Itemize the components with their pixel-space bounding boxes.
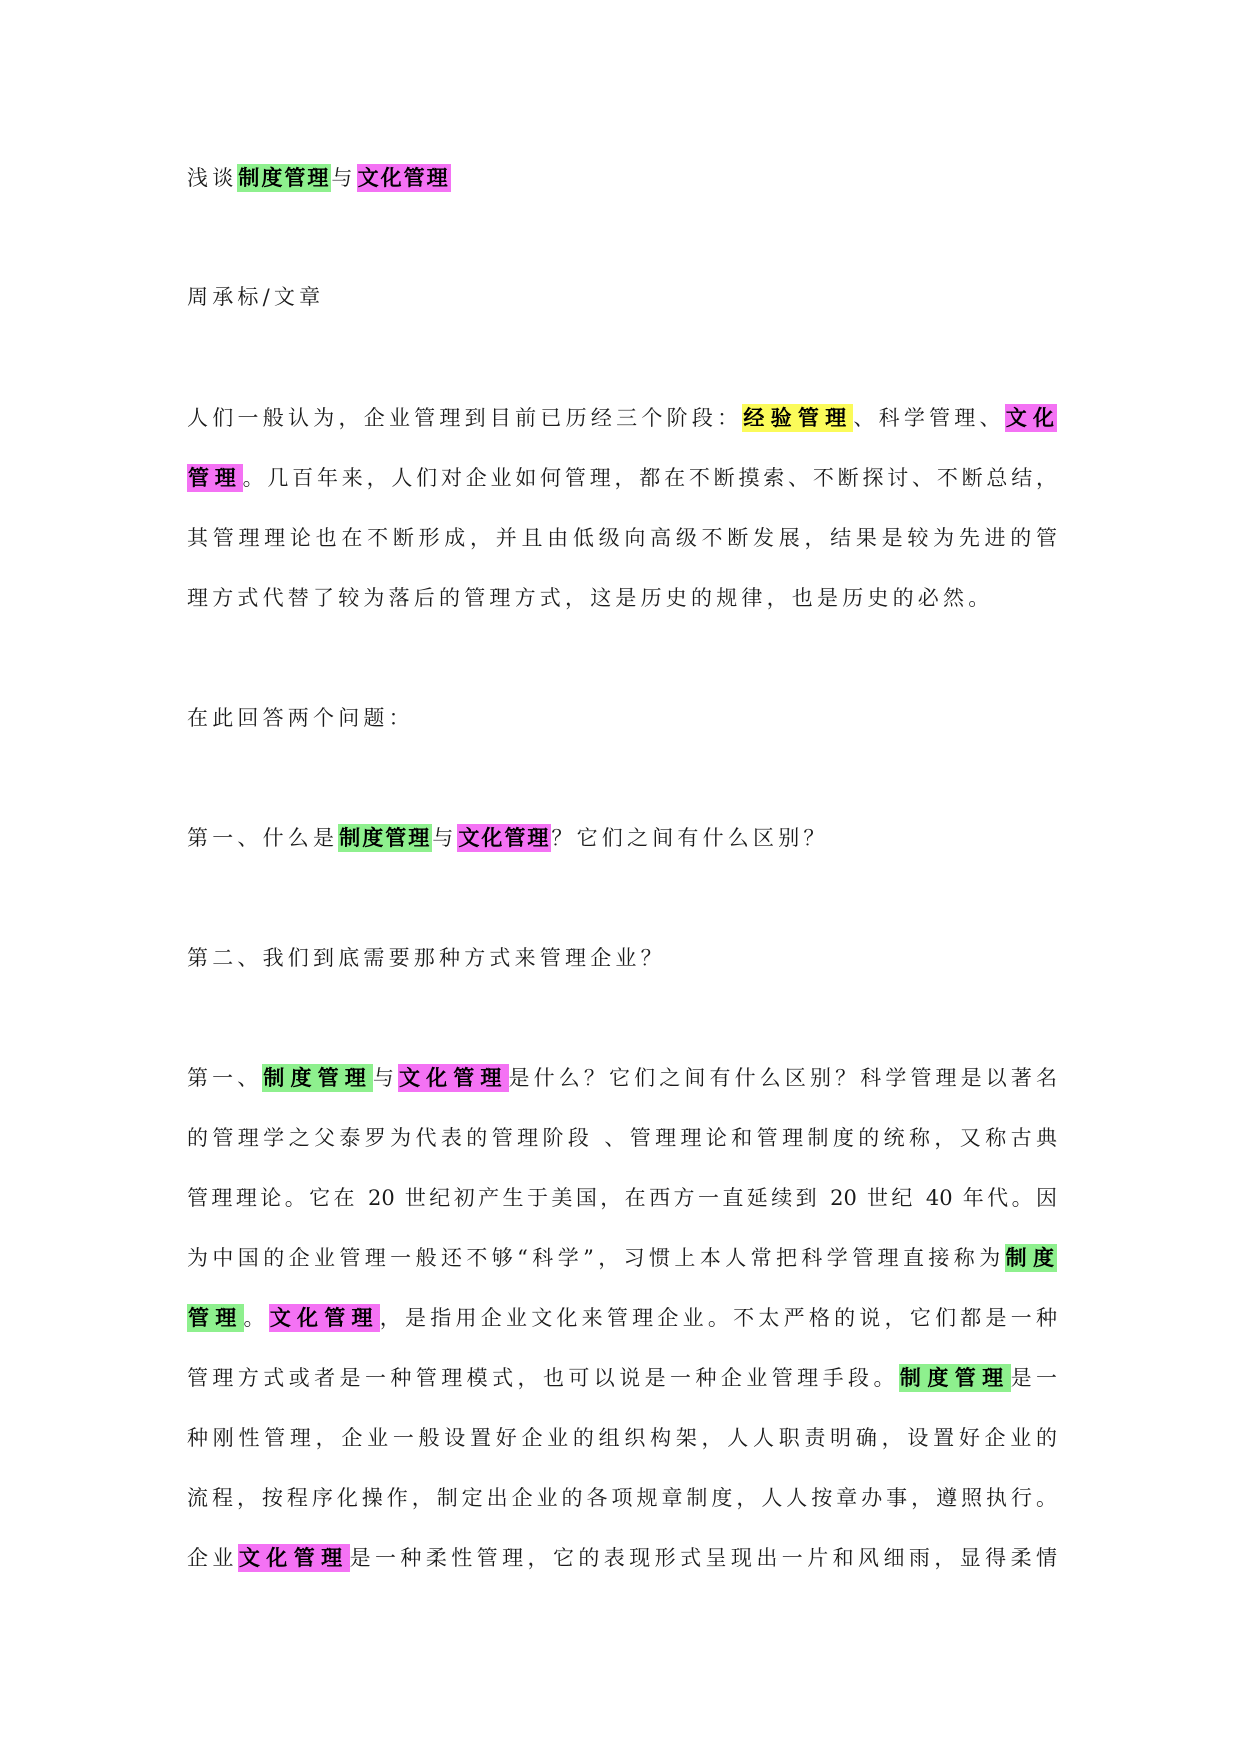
hl-system-management: 制度管理 bbox=[899, 1366, 1010, 1390]
answer-line-5 bbox=[187, 1303, 1057, 1333]
byline: 周承标/文章 bbox=[187, 285, 325, 309]
intro-text: 、科学管理、 bbox=[853, 406, 1005, 430]
question-1-joiner: 与 bbox=[432, 826, 458, 850]
hl-culture-management-part2: 管理 bbox=[188, 466, 242, 490]
title-prefix: 浅谈 bbox=[187, 166, 238, 190]
title-joiner: 与 bbox=[331, 166, 357, 190]
answer-text: 管理方式或者是一种管理模式，也可以说是一种企业管理手段。 bbox=[187, 1366, 899, 1390]
title-term-culture-management: 文化管理 bbox=[357, 166, 450, 190]
answer-line-8: 流程，按程序化操作，制定出企业的各项规章制度，人人按章办事，遵照执行。 bbox=[187, 1486, 1057, 1510]
title-term-system-management: 制度管理 bbox=[238, 166, 331, 190]
answer-text: ，是指用企业文化来管理企业。不太严格的说，它们都是一种 bbox=[379, 1306, 1058, 1330]
intro-text: 。几百年来，人们对企业如何管理，都在不断摸索、不断探讨、不断总结， bbox=[242, 466, 1058, 490]
answer-text: 是一 bbox=[1010, 1366, 1058, 1390]
answer-text: 。 bbox=[243, 1306, 269, 1330]
answer-line-2: 的管理学之父泰罗为代表的管理阶段 、管理理论和管理制度的统称，又称古典 bbox=[187, 1126, 1057, 1150]
answer-line-6 bbox=[187, 1363, 1057, 1393]
intro-text: 人们一般认为，企业管理到目前已历经三个阶段： bbox=[187, 406, 743, 430]
answer-text: 与 bbox=[372, 1066, 398, 1090]
question-1 bbox=[187, 823, 829, 853]
intro-line-4: 理方式代替了较为落后的管理方式，这是历史的规律，也是历史的必然。 bbox=[187, 586, 994, 610]
answer-text: 是什么？它们之间有什么区别？科学管理是以著名 bbox=[508, 1066, 1058, 1090]
answer-text: 企业 bbox=[187, 1546, 238, 1570]
hl-system-management: 制度管理 bbox=[263, 1066, 372, 1090]
hl-culture-management: 文化管理 bbox=[458, 826, 551, 850]
hl-system-management-part1: 制度 bbox=[1005, 1246, 1056, 1270]
answer-line-3: 管理理论。它在 20 世纪初产生于美国，在西方一直延续到 20 世纪 40 年代。因 bbox=[187, 1186, 1057, 1210]
question-2: 第二、我们到底需要那种方式来管理企业？ bbox=[187, 946, 666, 970]
answer-line-1 bbox=[187, 1063, 1057, 1093]
answer-text: 是一种柔性管理，它的表现形式呈现出一片和风细雨，显得柔情 bbox=[349, 1546, 1058, 1570]
hl-culture-management: 文化管理 bbox=[238, 1546, 349, 1570]
hl-culture-management: 文化管理 bbox=[399, 1066, 508, 1090]
article-title bbox=[187, 163, 451, 193]
hl-culture-management-part1: 文化 bbox=[1005, 406, 1057, 430]
answer-text: 第一、 bbox=[187, 1066, 263, 1090]
questions-intro: 在此回答两个问题： bbox=[187, 706, 414, 730]
question-1-prefix: 第一、什么是 bbox=[187, 826, 339, 850]
hl-experience-management: 经验管理 bbox=[743, 406, 853, 430]
answer-line-4 bbox=[187, 1243, 1057, 1273]
question-1-suffix: ？它们之间有什么区别？ bbox=[551, 826, 829, 850]
answer-line-7: 种刚性管理，企业一般设置好企业的组织构架，人人职责明确，设置好企业的 bbox=[187, 1426, 1057, 1450]
answer-line-9 bbox=[187, 1543, 1057, 1573]
hl-system-management: 制度管理 bbox=[339, 826, 432, 850]
answer-text: 为中国的企业管理一般还不够“科学”，习惯上本人常把科学管理直接称为 bbox=[187, 1246, 1005, 1270]
intro-line-3: 其管理理论也在不断形成，并且由低级向高级不断发展，结果是较为先进的管 bbox=[187, 526, 1057, 550]
hl-culture-management: 文化管理 bbox=[269, 1306, 379, 1330]
hl-system-management-part2: 管理 bbox=[188, 1306, 243, 1330]
intro-line-2 bbox=[187, 463, 1057, 493]
intro-line-1 bbox=[187, 403, 1057, 433]
